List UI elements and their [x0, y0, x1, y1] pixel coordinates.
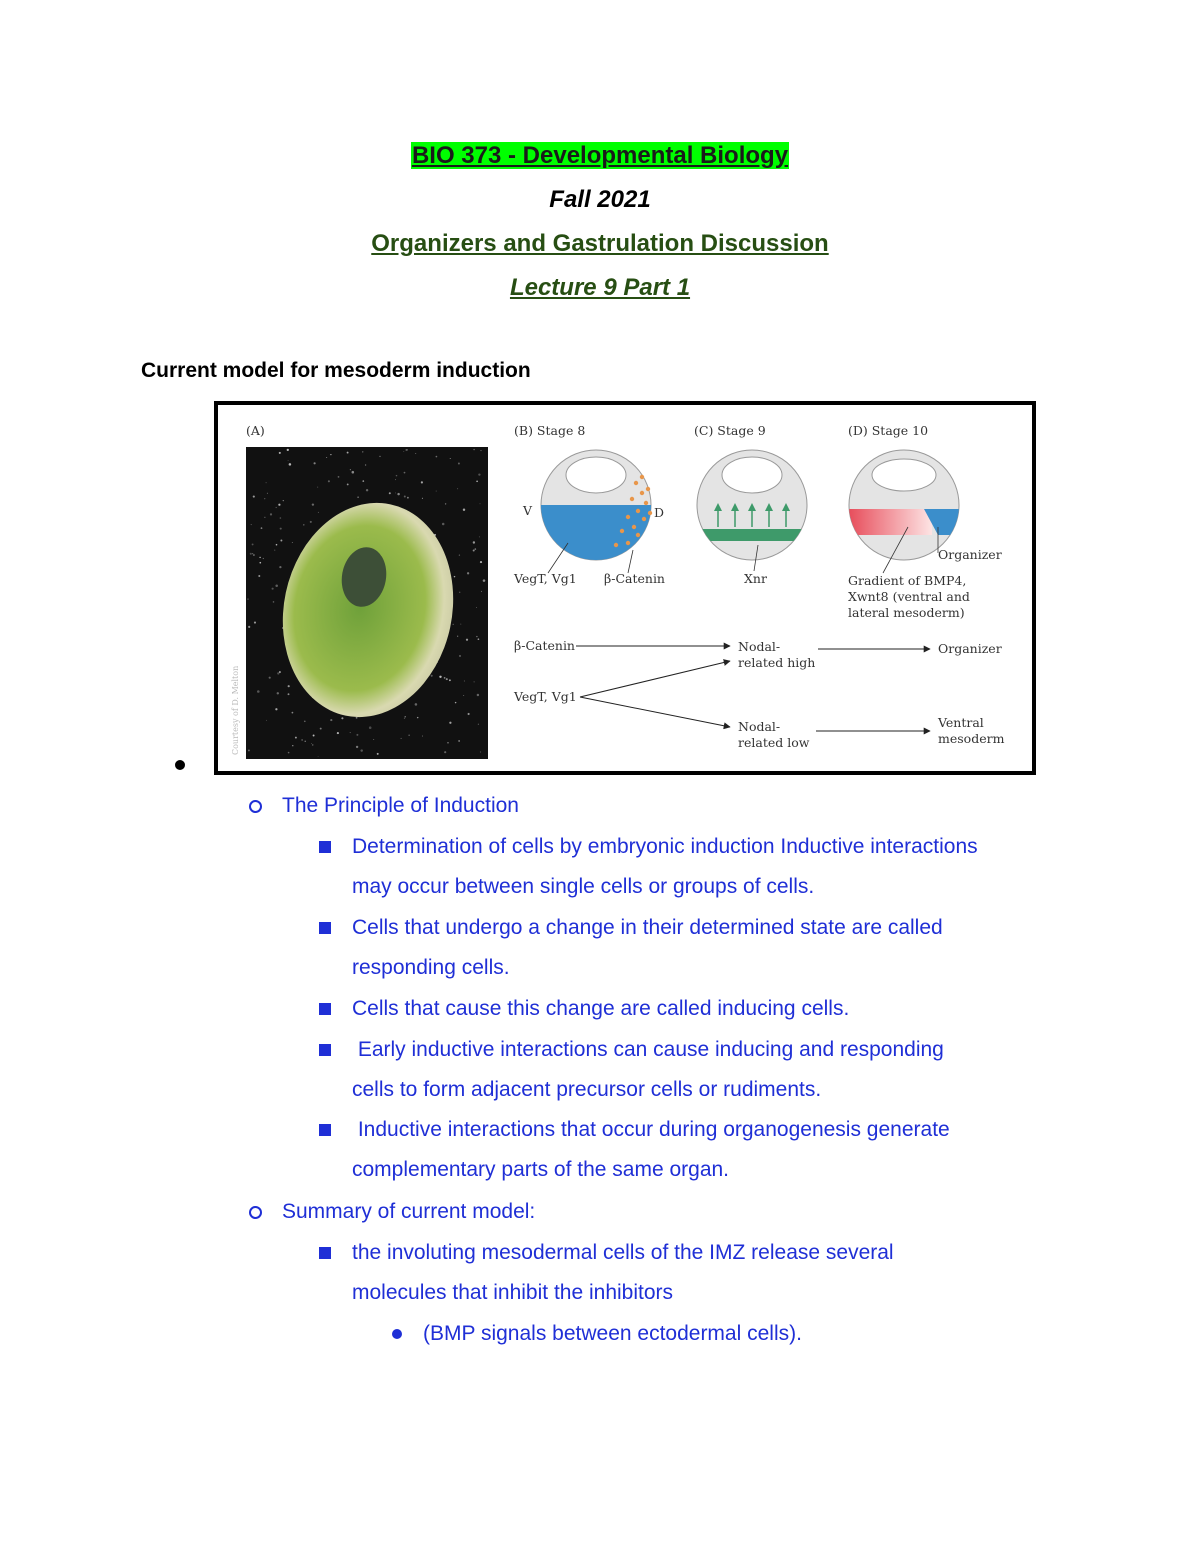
panel-d-label: (D) Stage 10 — [848, 423, 929, 438]
photo-speck — [264, 517, 265, 518]
photo-speck — [457, 636, 458, 637]
photo-speck — [458, 740, 459, 741]
photo-speck — [477, 694, 479, 696]
photo-speck — [318, 512, 319, 513]
photo-speck — [288, 752, 290, 754]
photo-speck — [320, 728, 322, 730]
course-title: BIO 373 - Developmental Biology — [411, 142, 789, 169]
photo-speck — [356, 717, 358, 719]
photo-speck — [475, 548, 477, 550]
photo-speck — [395, 492, 396, 493]
photo-speck — [409, 735, 410, 736]
photo-speck — [261, 527, 263, 529]
flow-nodal-low-2: related low — [738, 735, 810, 750]
photo-speck — [266, 720, 267, 721]
label-d: D — [654, 505, 665, 520]
photo-speck — [258, 575, 260, 577]
photo-speck — [362, 451, 363, 452]
list-bullet-square — [319, 1124, 331, 1136]
photo-speck — [292, 542, 293, 543]
figure-svg — [218, 405, 1024, 763]
photo-speck — [292, 712, 294, 714]
list-bullet-disc — [175, 760, 185, 770]
photo-speck — [356, 734, 358, 736]
photo-speck — [446, 678, 448, 680]
catenin-dot — [634, 481, 638, 485]
photo-speck — [252, 543, 254, 545]
photo-speck — [397, 493, 399, 495]
panel-c-label: (C) Stage 9 — [694, 423, 766, 438]
photo-speck — [407, 497, 409, 499]
list-bullet-square — [319, 1247, 331, 1259]
mesoderm-induction-figure — [214, 401, 1036, 775]
photo-speck — [463, 695, 464, 696]
photo-speck — [447, 742, 449, 744]
photo-speck — [247, 598, 249, 600]
photo-speck — [350, 732, 351, 733]
photo-speck — [263, 558, 264, 559]
photo-speck — [396, 475, 398, 477]
bmp4-gradient — [848, 509, 932, 535]
photo-speck — [415, 453, 416, 454]
photo-speck — [473, 541, 475, 543]
photo-speck — [403, 451, 404, 452]
photo-speck — [312, 503, 314, 505]
photo-speck — [266, 482, 267, 483]
photo-speck — [250, 553, 252, 555]
flow-catenin: β-Catenin — [514, 638, 575, 653]
photo-speck — [276, 507, 277, 508]
catenin-dot — [640, 491, 644, 495]
photo-speck — [455, 702, 456, 703]
principle-item-4-line1: Early inductive interactions can cause inducing and responding — [352, 1038, 944, 1061]
photo-speck — [460, 624, 461, 625]
principle-item-2-line1: Cells that undergo a change in their determined state are called — [352, 916, 943, 939]
photo-speck — [248, 626, 250, 628]
photo-speck — [401, 738, 402, 739]
photo-speck — [365, 464, 366, 465]
catenin-dot — [642, 517, 646, 521]
photo-speck — [362, 480, 364, 482]
photo-speck — [269, 677, 271, 679]
photo-speck — [449, 722, 451, 724]
photo-speck — [279, 452, 281, 454]
photo-speck — [357, 496, 359, 498]
photo-speck — [360, 749, 362, 751]
list-bullet-square — [319, 922, 331, 934]
photo-speck — [278, 504, 280, 506]
stage8-blastocoel — [566, 457, 626, 493]
photo-speck — [330, 719, 332, 721]
stage9-blastocoel — [722, 457, 782, 493]
principle-item-1-line1: Determination of cells by embryonic induction Inductive interactions — [352, 835, 978, 858]
photo-speck — [373, 739, 374, 740]
gradient-line-2: Xwnt8 (ventral and — [848, 589, 970, 604]
photo-speck — [283, 500, 284, 501]
photo-speck — [288, 685, 290, 687]
photo-speck — [280, 528, 282, 530]
photo-speck — [289, 463, 292, 466]
catenin-dot — [626, 541, 630, 545]
photo-speck — [311, 743, 312, 744]
photo-speck — [304, 720, 306, 722]
photo-speck — [254, 622, 256, 624]
photo-speck — [436, 491, 437, 492]
photo-speck — [421, 481, 423, 483]
catenin-dot — [646, 487, 650, 491]
list-bullet-circle — [249, 1206, 262, 1219]
photo-speck — [253, 496, 255, 498]
section-heading: Current model for mesoderm induction — [141, 359, 531, 382]
photo-speck — [318, 756, 319, 757]
photo-speck — [347, 452, 349, 454]
photo-speck — [458, 463, 460, 465]
flow-nodal-high-2: related high — [738, 655, 816, 670]
lecture-label: Lecture 9 Part 1 — [509, 274, 691, 301]
photo-speck — [356, 746, 358, 748]
label-v: V — [523, 503, 533, 518]
photo-speck — [317, 487, 318, 488]
photo-speck — [468, 713, 470, 715]
photo-speck — [377, 753, 379, 755]
photo-credit: Courtesy of D. Melton — [231, 665, 240, 755]
principle-item-4-line2: cells to form adjacent precursor cells or rudiments. — [352, 1078, 822, 1101]
catenin-dot — [648, 511, 652, 515]
catenin-dot — [630, 497, 634, 501]
photo-speck — [439, 676, 441, 678]
stage10-blastocoel — [872, 459, 936, 491]
photo-speck — [478, 473, 480, 475]
gradient-line-3: lateral mesoderm) — [848, 605, 965, 620]
catenin-dot — [614, 543, 618, 547]
topic-title: Organizers and Gastrulation Discussion — [371, 230, 829, 257]
photo-speck — [444, 677, 446, 679]
photo-speck — [259, 557, 260, 558]
photo-speck — [476, 480, 478, 482]
label-catenin: β-Catenin — [604, 571, 665, 586]
photo-speck — [292, 745, 293, 746]
label-xnr: Xnr — [744, 571, 767, 586]
label-organizer-d: Organizer — [938, 547, 1002, 562]
photo-speck — [459, 655, 460, 656]
list-bullet-circle — [249, 800, 262, 813]
photo-speck — [395, 479, 396, 480]
photo-speck — [479, 536, 480, 537]
photo-speck — [449, 679, 451, 681]
summary-item-line2: molecules that inhibit the inhibitors — [352, 1281, 674, 1304]
photo-speck — [251, 524, 252, 525]
photo-speck — [287, 449, 289, 451]
photo-speck — [479, 503, 480, 504]
panel-a-label: (A) — [246, 423, 265, 438]
photo-speck — [480, 751, 481, 752]
photo-speck — [422, 498, 423, 499]
label-vegt: VegT, Vg1 — [514, 571, 577, 586]
photo-speck — [248, 749, 250, 751]
photo-speck — [252, 553, 253, 554]
photo-speck — [473, 449, 474, 450]
photo-speck — [328, 480, 330, 482]
photo-speck — [352, 471, 355, 474]
photo-speck — [276, 544, 278, 546]
photo-speck — [288, 460, 289, 461]
photo-speck — [464, 680, 465, 681]
photo-speck — [481, 450, 482, 451]
photo-speck — [274, 550, 275, 551]
list-bullet-square — [319, 1044, 331, 1056]
photo-speck — [474, 681, 475, 682]
flow-ventral-1: Ventral — [938, 715, 984, 730]
photo-speck — [478, 638, 480, 640]
list-bullet-disc — [392, 1329, 402, 1339]
photo-speck — [467, 572, 469, 574]
photo-speck — [326, 457, 327, 458]
photo-speck — [295, 737, 297, 739]
photo-speck — [275, 708, 277, 710]
photo-speck — [338, 476, 340, 478]
photo-speck — [259, 562, 261, 564]
principle-item-5-line2: complementary parts of the same organ. — [352, 1158, 730, 1181]
photo-speck — [476, 607, 477, 608]
photo-speck — [347, 483, 349, 485]
gradient-line-1: Gradient of BMP4, — [848, 573, 967, 588]
photo-speck — [476, 636, 477, 637]
photo-speck — [405, 449, 407, 451]
list-bullet-square — [319, 841, 331, 853]
photo-speck — [350, 469, 351, 470]
flow-nodal-low-1: Nodal- — [738, 719, 781, 734]
catenin-dot — [640, 475, 644, 479]
photo-speck — [466, 639, 468, 641]
photo-speck — [379, 456, 380, 457]
photo-speck — [279, 671, 281, 673]
photo-speck — [404, 718, 405, 719]
photo-speck — [442, 523, 445, 526]
photo-speck — [422, 736, 423, 737]
photo-speck — [405, 716, 406, 717]
photo-speck — [444, 751, 446, 753]
photo-speck — [280, 540, 282, 542]
photo-speck — [481, 591, 482, 592]
principle-item-2-line2: responding cells. — [352, 956, 510, 979]
panel-b-label: (B) Stage 8 — [514, 423, 586, 438]
photo-speck — [303, 524, 304, 525]
photo-speck — [431, 675, 433, 677]
photo-speck — [473, 549, 475, 551]
photo-speck — [459, 592, 460, 593]
photo-speck — [454, 576, 456, 578]
photo-speck — [301, 739, 302, 740]
photo-speck — [277, 672, 279, 674]
photo-speck — [279, 566, 281, 568]
summary-item-line1: the involuting mesodermal cells of the IMZ release several — [352, 1241, 894, 1264]
flow-ventral-2: mesoderm — [938, 731, 1005, 746]
photo-speck — [459, 554, 460, 555]
photo-speck — [330, 454, 331, 455]
principle-item-1-line2: may occur between single cells or groups of cells. — [352, 875, 815, 898]
catenin-dot — [620, 529, 624, 533]
catenin-dot — [626, 515, 630, 519]
photo-speck — [253, 554, 255, 556]
flow-organizer: Organizer — [938, 641, 1002, 656]
photo-speck — [272, 588, 274, 590]
photo-speck — [436, 456, 438, 458]
photo-speck — [483, 579, 486, 582]
principle-item-3-line1: Cells that cause this change are called inducing cells. — [352, 997, 850, 1020]
photo-speck — [312, 744, 314, 746]
photo-speck — [288, 693, 290, 695]
catenin-dot — [636, 509, 640, 513]
photo-speck — [478, 724, 479, 725]
photo-speck — [369, 726, 372, 729]
photo-speck — [341, 717, 343, 719]
summary-label: Summary of current model: — [282, 1200, 536, 1223]
photo-speck — [273, 601, 275, 603]
photo-speck — [480, 561, 482, 563]
principle-label: The Principle of Induction — [282, 794, 519, 817]
photo-speck — [417, 717, 418, 718]
photo-speck — [313, 735, 315, 737]
flow-nodal-high-1: Nodal- — [738, 639, 781, 654]
photo-speck — [404, 495, 406, 497]
photo-speck — [366, 489, 368, 491]
photo-speck — [277, 692, 279, 694]
photo-speck — [445, 503, 446, 504]
photo-speck — [280, 517, 282, 519]
photo-speck — [463, 509, 465, 511]
catenin-dot — [636, 533, 640, 537]
photo-speck — [310, 521, 312, 523]
photo-speck — [404, 472, 406, 474]
photo-speck — [270, 513, 272, 515]
photo-speck — [314, 462, 316, 464]
summary-subitem: (BMP signals between ectodermal cells). — [423, 1322, 802, 1345]
term-label: Fall 2021 — [549, 186, 651, 213]
photo-speck — [267, 493, 268, 494]
catenin-dot — [632, 525, 636, 529]
photo-speck — [275, 585, 278, 588]
flow-vegt: VegT, Vg1 — [514, 689, 577, 704]
photo-speck — [389, 492, 391, 494]
photo-speck — [337, 732, 339, 734]
photo-speck — [305, 741, 306, 742]
xnr-band — [698, 529, 808, 541]
list-bullet-square — [319, 1003, 331, 1015]
principle-item-5-line1: Inductive interactions that occur during organogenesis generate — [352, 1118, 950, 1141]
photo-speck — [450, 458, 451, 459]
photo-speck — [457, 488, 458, 489]
photo-speck — [453, 624, 454, 625]
photo-speck — [415, 703, 418, 706]
photo-speck — [257, 690, 260, 693]
photo-speck — [264, 498, 265, 499]
catenin-dot — [644, 501, 648, 505]
